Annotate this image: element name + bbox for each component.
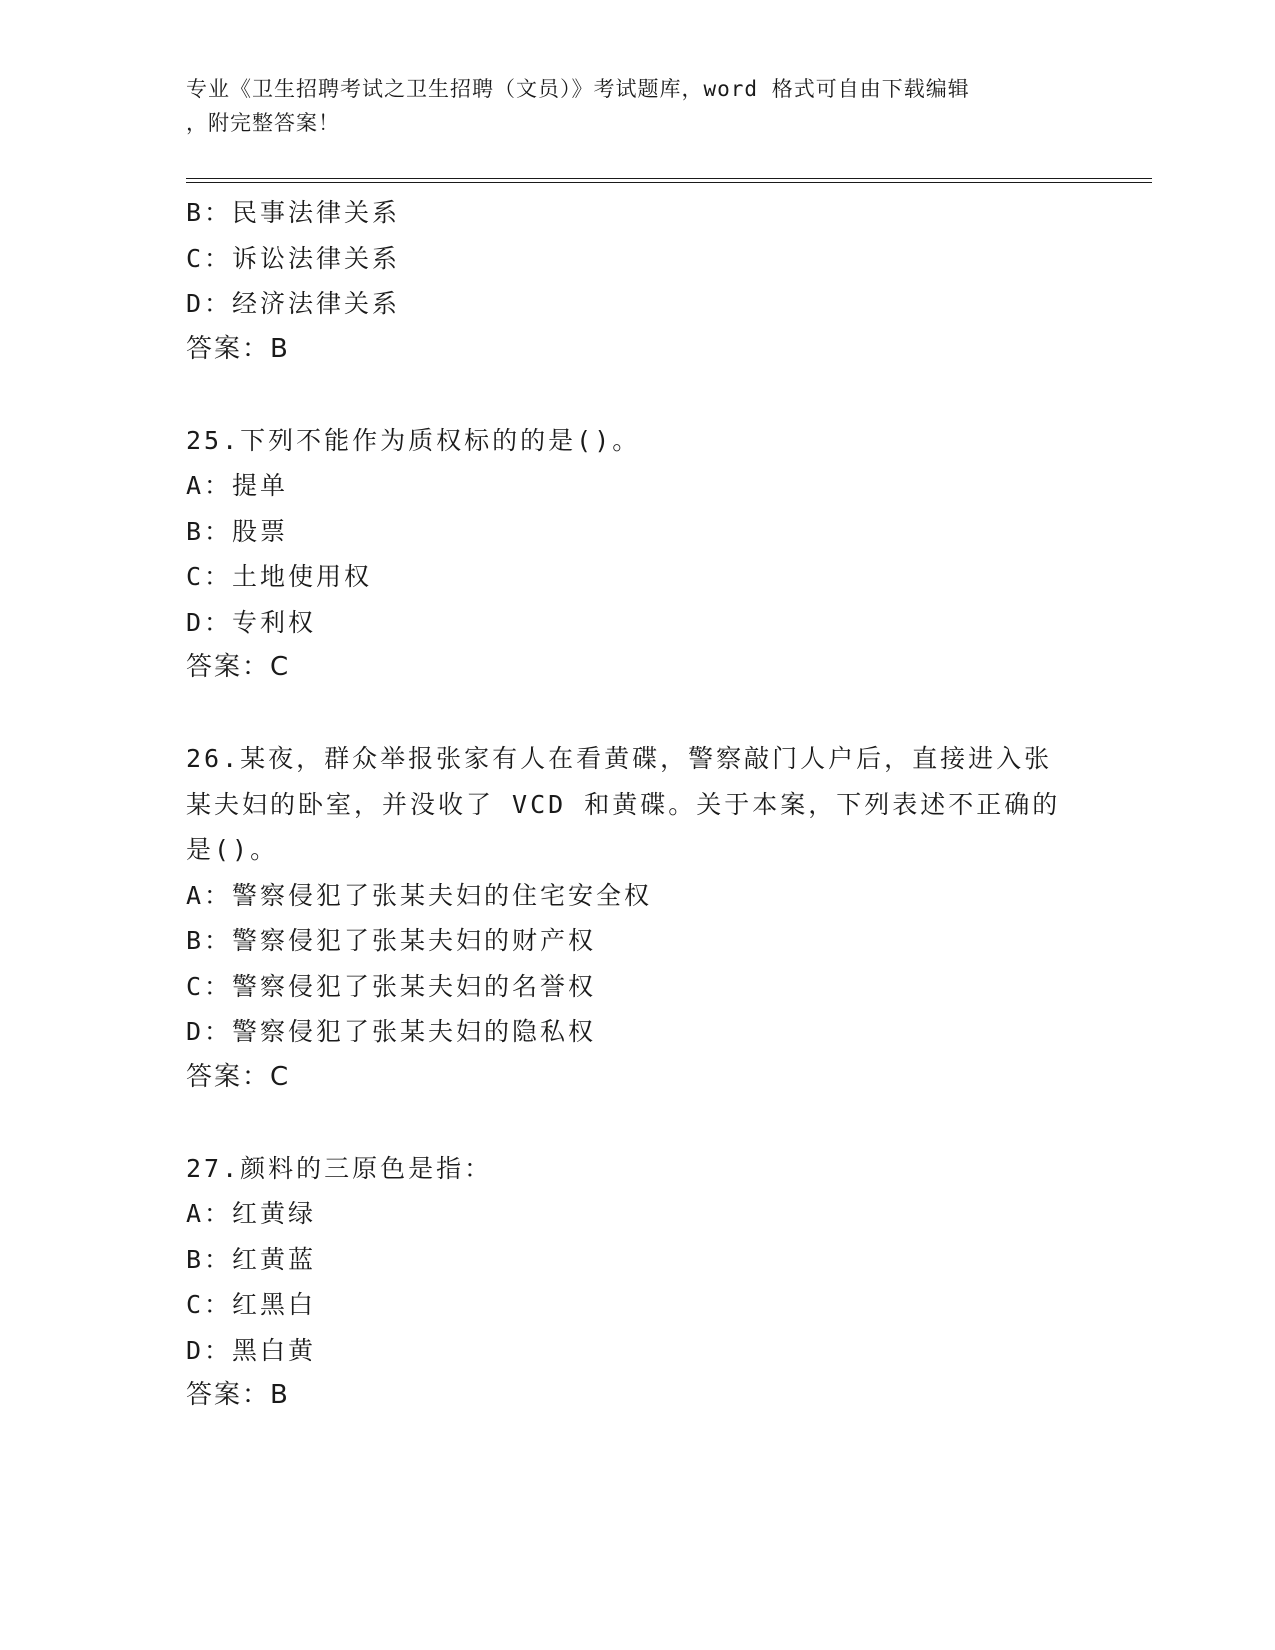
question-list	[186, 190, 1086, 1419]
question-25	[186, 418, 1086, 691]
question-stem-line-3: 是()。	[186, 835, 279, 864]
option-d: D：警察侵犯了张某夫妇的隐私权	[186, 1017, 597, 1046]
option-c: C：警察侵犯了张某夫妇的名誉权	[186, 971, 597, 1001]
question-stem-line-2: 某夫妇的卧室，并没收了 VCD 和黄碟。关于本案，下列表述不正确的	[186, 789, 1061, 819]
option-b: B：警察侵犯了张某夫妇的财产权	[186, 926, 597, 955]
question-continued	[186, 190, 1086, 372]
option-c: C：红黑白	[186, 1290, 317, 1319]
question-stem: 27.颜料的三原色是指：	[186, 1153, 493, 1183]
document-header: 专业《卫生招聘考试之卫生招聘（文员）》考试题库，word 格式可自由下载编辑 ，附完整答案！	[186, 77, 970, 135]
question-stem: 25.下列不能作为质权标的的是()。	[186, 425, 641, 455]
option-d: D：黑白黄	[186, 1335, 317, 1365]
answer: 答案：C	[186, 1061, 291, 1092]
answer: 答案：C	[186, 652, 291, 682]
question-27	[186, 1146, 1086, 1419]
answer: 答案：B	[186, 333, 290, 364]
option-d: D：经济法律关系	[186, 289, 401, 318]
option-b: B：民事法律关系	[186, 198, 401, 227]
header-divider-bottom	[186, 182, 1152, 183]
answer: 答案：B	[186, 1380, 290, 1410]
option-b: B：股票	[186, 516, 289, 546]
question-26	[186, 736, 1086, 1100]
option-a: A：红黄绿	[186, 1199, 317, 1228]
option-c: C：诉讼法律关系	[186, 243, 401, 273]
header-divider-top	[186, 178, 1152, 179]
option-c: C：土地使用权	[186, 562, 373, 591]
option-a: A：警察侵犯了张某夫妇的住宅安全权	[186, 880, 653, 910]
option-b: B：红黄蓝	[186, 1244, 317, 1274]
option-d: D：专利权	[186, 607, 317, 637]
option-a: A：提单	[186, 471, 289, 500]
question-stem-line-1: 26.某夜，群众举报张家有人在看黄碟，警察敲门人户后，直接进入张	[186, 744, 1053, 773]
